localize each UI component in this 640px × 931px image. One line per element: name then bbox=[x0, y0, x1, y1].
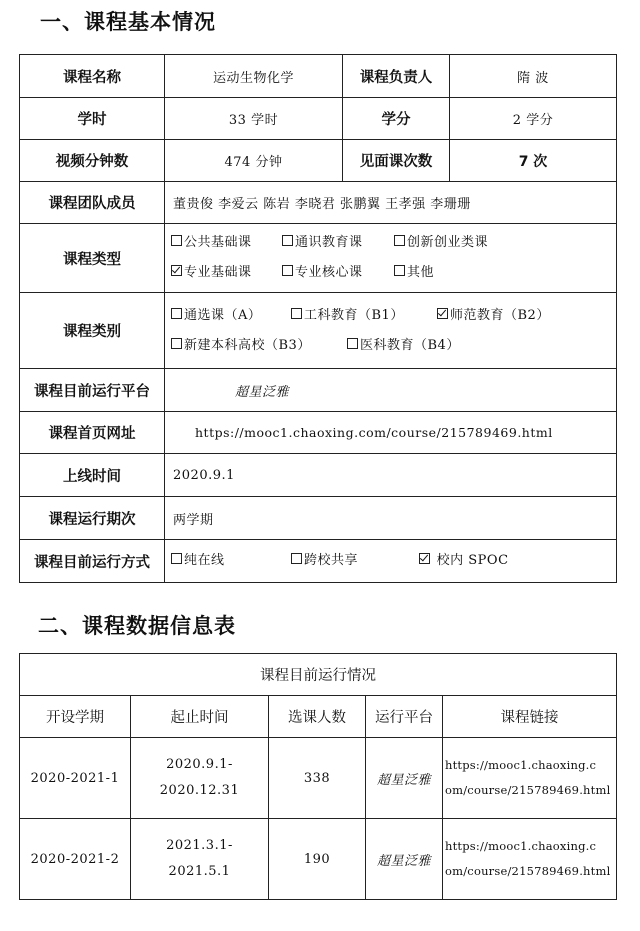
type-option-4[interactable]: 专业核心课 bbox=[282, 258, 394, 288]
checkbox-icon[interactable] bbox=[394, 235, 405, 246]
mode-label: 课程目前运行方式 bbox=[20, 540, 165, 583]
type-options bbox=[165, 224, 617, 293]
owner-label: 课程负责人 bbox=[343, 55, 450, 98]
video-value: 474 分钟 bbox=[165, 140, 343, 182]
row-period bbox=[20, 497, 617, 540]
url-label: 课程首页网址 bbox=[20, 412, 165, 454]
course-data-table bbox=[19, 653, 617, 900]
checkbox-checked-icon[interactable] bbox=[437, 308, 448, 319]
checkbox-icon[interactable] bbox=[171, 338, 182, 349]
header-term: 开设学期 bbox=[20, 696, 131, 738]
table-row bbox=[20, 738, 617, 819]
checkbox-icon[interactable] bbox=[291, 553, 302, 564]
platform-cell: 超星泛雅 bbox=[366, 738, 443, 819]
meet-label: 见面课次数 bbox=[343, 140, 450, 182]
owner-value: 隋 波 bbox=[450, 55, 617, 98]
name-label: 课程名称 bbox=[20, 55, 165, 98]
row-online bbox=[20, 454, 617, 497]
hours-value: 33 学时 bbox=[165, 98, 343, 140]
count-cell: 190 bbox=[269, 819, 366, 900]
mode-options bbox=[165, 540, 617, 583]
term-cell: 2020-2021-2 bbox=[20, 819, 131, 900]
platform-label: 课程目前运行平台 bbox=[20, 369, 165, 412]
checkbox-icon[interactable] bbox=[291, 308, 302, 319]
name-value: 运动生物化学 bbox=[165, 55, 343, 98]
term-cell: 2020-2021-1 bbox=[20, 738, 131, 819]
type-option-0[interactable]: 公共基础课 bbox=[171, 228, 282, 258]
category-options bbox=[165, 293, 617, 369]
section2-title: 二、课程数据信息表 bbox=[38, 614, 236, 638]
header-dates: 起止时间 bbox=[131, 696, 269, 738]
link-cell[interactable]: https://mooc1.chaoxing.c om/course/215789469.html bbox=[443, 738, 617, 819]
row-platform bbox=[20, 369, 617, 412]
hours-label: 学时 bbox=[20, 98, 165, 140]
type-option-2[interactable]: 创新创业类课 bbox=[394, 228, 488, 258]
online-value: 2020.9.1 bbox=[165, 454, 617, 497]
row-video bbox=[20, 140, 617, 182]
team-label: 课程团队成员 bbox=[20, 182, 165, 224]
section1-title: 一、课程基本情况 bbox=[40, 10, 216, 34]
row-hours bbox=[20, 98, 617, 140]
category-label: 课程类别 bbox=[20, 293, 165, 369]
category-option-1[interactable]: 工科教育（B1） bbox=[291, 301, 437, 331]
credit-label: 学分 bbox=[343, 98, 450, 140]
type-option-1[interactable]: 通识教育课 bbox=[282, 228, 394, 258]
table-title: 课程目前运行情况 bbox=[20, 654, 617, 696]
header-platform: 运行平台 bbox=[366, 696, 443, 738]
category-option-3[interactable]: 新建本科高校（B3） bbox=[171, 331, 347, 361]
row-category bbox=[20, 293, 617, 369]
team-value: 董贵俊 李爱云 陈岩 李晓君 张鹏翼 王孝强 李珊珊 bbox=[165, 182, 617, 224]
checkbox-icon[interactable] bbox=[171, 308, 182, 319]
category-option-0[interactable]: 通选课（A） bbox=[171, 301, 291, 331]
checkbox-icon[interactable] bbox=[171, 235, 182, 246]
checkbox-checked-icon[interactable] bbox=[171, 265, 182, 276]
count-cell: 338 bbox=[269, 738, 366, 819]
row-name bbox=[20, 55, 617, 98]
header-link: 课程链接 bbox=[443, 696, 617, 738]
course-info-table bbox=[19, 54, 617, 583]
video-label: 视频分钟数 bbox=[20, 140, 165, 182]
online-label: 上线时间 bbox=[20, 454, 165, 497]
checkbox-icon[interactable] bbox=[282, 235, 293, 246]
row-mode bbox=[20, 540, 617, 583]
credit-value: 2 学分 bbox=[450, 98, 617, 140]
row-url bbox=[20, 412, 617, 454]
dates-cell: 2020.9.1- 2020.12.31 bbox=[131, 738, 269, 819]
header-count: 选课人数 bbox=[269, 696, 366, 738]
category-option-2[interactable]: 师范教育（B2） bbox=[437, 301, 550, 331]
period-label: 课程运行期次 bbox=[20, 497, 165, 540]
mode-option-2[interactable]: 校内 SPOC bbox=[419, 546, 509, 576]
period-value: 两学期 bbox=[165, 497, 617, 540]
row-team bbox=[20, 182, 617, 224]
type-option-5[interactable]: 其他 bbox=[394, 258, 434, 288]
table-row bbox=[20, 819, 617, 900]
checkbox-icon[interactable] bbox=[282, 265, 293, 276]
mode-option-0[interactable]: 纯在线 bbox=[171, 546, 291, 576]
category-option-4[interactable]: 医科教育（B4） bbox=[347, 331, 460, 361]
header-row bbox=[20, 696, 617, 738]
checkbox-checked-icon[interactable] bbox=[419, 553, 430, 564]
checkbox-icon[interactable] bbox=[347, 338, 358, 349]
checkbox-icon[interactable] bbox=[394, 265, 405, 276]
checkbox-icon[interactable] bbox=[171, 553, 182, 564]
link-cell[interactable]: https://mooc1.chaoxing.c om/course/215789469.html bbox=[443, 819, 617, 900]
platform-value: 超星泛雅 bbox=[165, 369, 617, 412]
url-value[interactable]: https://mooc1.chaoxing.com/course/215789469.html bbox=[165, 412, 617, 454]
platform-cell: 超星泛雅 bbox=[366, 819, 443, 900]
meet-value: 7 次 bbox=[450, 140, 617, 182]
type-option-3[interactable]: 专业基础课 bbox=[171, 258, 282, 288]
table-title-row bbox=[20, 654, 617, 696]
row-type bbox=[20, 224, 617, 293]
type-label: 课程类型 bbox=[20, 224, 165, 293]
dates-cell: 2021.3.1- 2021.5.1 bbox=[131, 819, 269, 900]
mode-option-1[interactable]: 跨校共享 bbox=[291, 546, 419, 576]
